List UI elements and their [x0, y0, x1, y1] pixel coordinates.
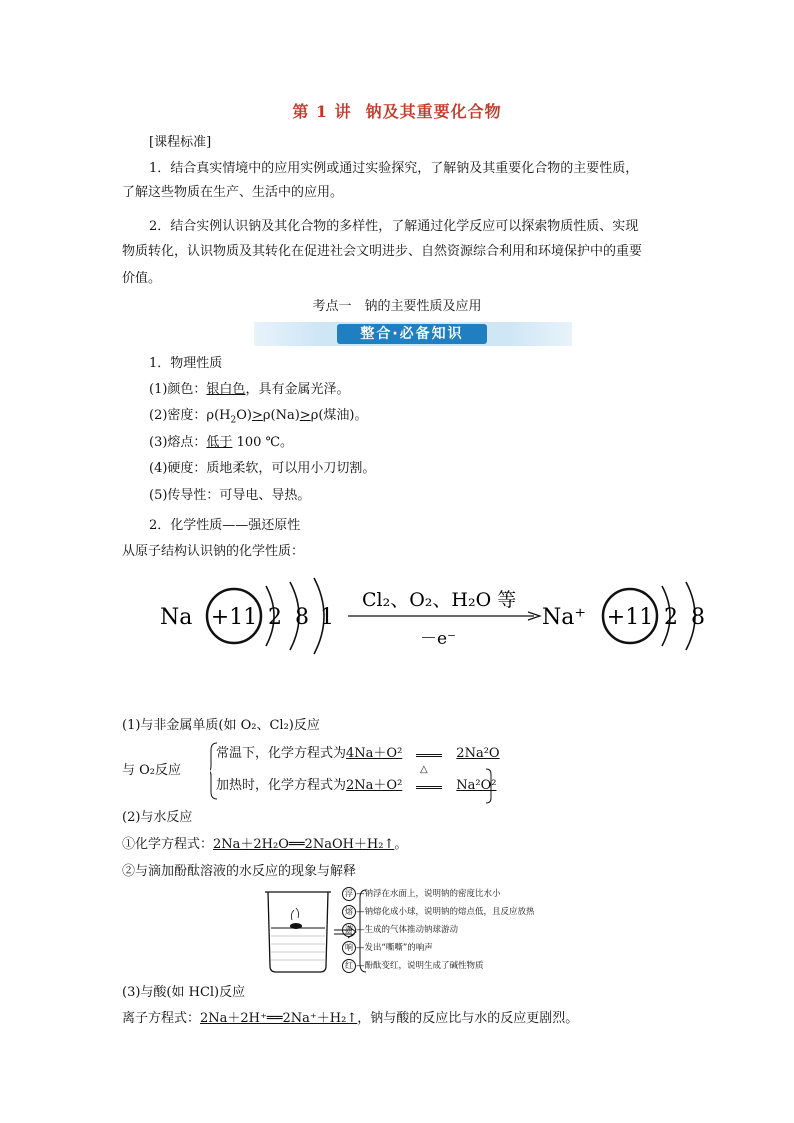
beaker-icon — [265, 892, 331, 972]
phenomenon-item: 游 —生成的气体推动钠球游动 — [342, 921, 535, 939]
density-na: ρ(Na) — [262, 408, 300, 423]
density-gt1: > — [251, 408, 263, 423]
heat-eq-left: 2Na＋O² — [346, 778, 403, 793]
standard-item1-line2: 了解这些物质在生产、生活中的应用。 — [122, 185, 344, 200]
phenomenon-key: 响 — [342, 941, 356, 955]
left-nucleus-charge: +11 — [210, 605, 258, 630]
phenomenon-item: 浮 —钠浮在水面上，说明钠的密度比水小 — [342, 885, 535, 903]
room-eq-left: 4Na＋O² — [346, 746, 403, 761]
mp-value: 低于 — [206, 435, 233, 450]
standard-item2-line3: 价值。 — [122, 271, 162, 286]
heat-eq-right: Na²O² — [456, 778, 497, 793]
phenomenon-text: 钠熔化成小球，说明钠的熔点低，且反应放热 — [364, 907, 535, 917]
phenomenon-text: 发出“嘶嘶”的响声 — [364, 943, 433, 953]
density-water: ρ(H — [206, 408, 231, 423]
room-temp-text: 常温下，化学方程式为 — [216, 746, 347, 761]
right-nucleus-charge: +11 — [606, 605, 654, 630]
reaction-reagents: Cl₂、O₂、H₂O 等 — [362, 589, 517, 611]
water-eq: 2Na＋2H₂O══2NaOH＋H₂↑ — [213, 837, 395, 852]
phenomenon-item: 响 —发出“嘶嘶”的响声 — [342, 939, 535, 957]
room-eq-right: 2Na²O — [456, 746, 500, 761]
water-heading: (2)与水反应 — [122, 810, 193, 825]
lecture-name: 钠及其重要化合物 — [365, 102, 502, 121]
chemical-intro: 从原子结构认识钠的化学性质： — [122, 544, 305, 559]
phenomenon-text: 生成的气体推动钠球游动 — [364, 925, 459, 935]
phenomenon-item: 红 —酚酞变红，说明生成了碱性物质 — [342, 957, 535, 975]
density-label: (2)密度： — [149, 408, 207, 423]
phenomenon-key: 浮 — [342, 887, 356, 901]
room-temp-line — [216, 744, 500, 764]
color-rest: ，具有金属光泽。 — [245, 382, 350, 397]
phenomenon-text: 酚酞变红，说明生成了碱性物质 — [364, 961, 484, 971]
heating-text: 加热时，化学方程式为 — [216, 778, 347, 793]
room-eq-sign — [416, 750, 442, 757]
physical-melting — [149, 433, 293, 453]
standard-heading: [课程标准] — [149, 135, 212, 150]
water-equation-line — [122, 835, 407, 855]
acid-eq-rest: ，钠与酸的反应比与水的反应更剧烈。 — [357, 1011, 579, 1026]
na-atom-label: Na — [160, 605, 193, 630]
physical-color — [149, 380, 349, 400]
density-gt2: > — [299, 408, 311, 423]
density-water-sub: 2 — [230, 415, 237, 426]
color-value: 银白色 — [206, 382, 246, 397]
mp-rest: 100 ℃。 — [232, 435, 294, 450]
acid-eq: 2Na＋2H⁺══2Na⁺＋H₂↑ — [200, 1011, 358, 1026]
left-shell-count-1: 2 — [268, 605, 282, 630]
right-shell-count-1: 2 — [664, 605, 678, 630]
right-bracket — [485, 768, 493, 804]
heating-line — [216, 776, 497, 796]
standard-item1-line1: 1．结合真实情境中的应用实例或通过实验探究，了解钠及其重要化合物的主要性质， — [149, 161, 639, 176]
density-water-end: O) — [236, 408, 252, 423]
left-shell-count-3: 1 — [320, 605, 334, 630]
chemical-heading: 2．化学性质——强还原性 — [149, 518, 301, 533]
acid-eq-label: 离子方程式： — [122, 1011, 201, 1026]
water-eq-end: 。 — [394, 837, 408, 852]
phenomenon-text: 钠浮在水面上，说明钠的密度比水小 — [364, 889, 501, 899]
na-ion-label: Na⁺ — [542, 605, 586, 630]
point1-heading: 考点一 钠的主要性质及应用 — [312, 299, 482, 314]
physical-density — [149, 406, 367, 431]
heat-eq-sign — [416, 782, 442, 789]
nonmetal-heading: (1)与非金属单质(如 O₂、Cl₂)反应 — [122, 718, 320, 733]
banner-label: 整合·必备知识 — [337, 324, 487, 344]
density-kerosene: ρ(煤油)。 — [310, 408, 368, 423]
page-title — [0, 99, 794, 122]
section-banner — [254, 322, 572, 346]
acid-heading: (3)与酸(如 HCl)反应 — [122, 985, 246, 1000]
physical-conduct: (5)传导性：可导电、导热。 — [149, 488, 311, 503]
phenomenon-key: 熔 — [342, 905, 356, 919]
sodium-atom-diagram — [150, 572, 720, 662]
physical-heading: 1．物理性质 — [149, 356, 223, 371]
electron-loss: －e⁻ — [420, 629, 457, 649]
water-eq-label: ①化学方程式： — [122, 837, 214, 852]
left-shell-count-2: 8 — [295, 605, 309, 630]
right-shell-count-2: 8 — [691, 605, 705, 630]
phenomenon-key: 红 — [342, 959, 356, 973]
mp-label: (3)熔点： — [149, 435, 207, 450]
standard-item2-line2: 物质转化，认识物质及其转化在促进社会文明进步、自然资源综合利用和环境保护中的重要 — [122, 244, 643, 259]
physical-hardness: (4)硬度：质地柔软，可以用小刀切割。 — [149, 461, 376, 476]
lecture-number: 第 1 讲 — [292, 102, 352, 121]
phenomena-heading: ②与滴加酚酞溶液的水反应的现象与解释 — [122, 864, 357, 879]
o2-label: 与 O₂反应 — [122, 763, 182, 778]
acid-equation-line — [122, 1009, 578, 1029]
color-label: (1)颜色： — [149, 382, 207, 397]
phenomenon-item: 熔 —钠熔化成小球，说明钠的熔点低，且反应放热 — [342, 903, 535, 921]
phenomena-list — [342, 885, 535, 975]
heat-condition: △ — [420, 764, 428, 775]
standard-item2-line1: 2．结合实例认识钠及其化合物的多样性，了解通过化学反应可以探索物质性质、实现 — [149, 219, 639, 234]
phenomenon-key: 游 — [342, 923, 356, 937]
